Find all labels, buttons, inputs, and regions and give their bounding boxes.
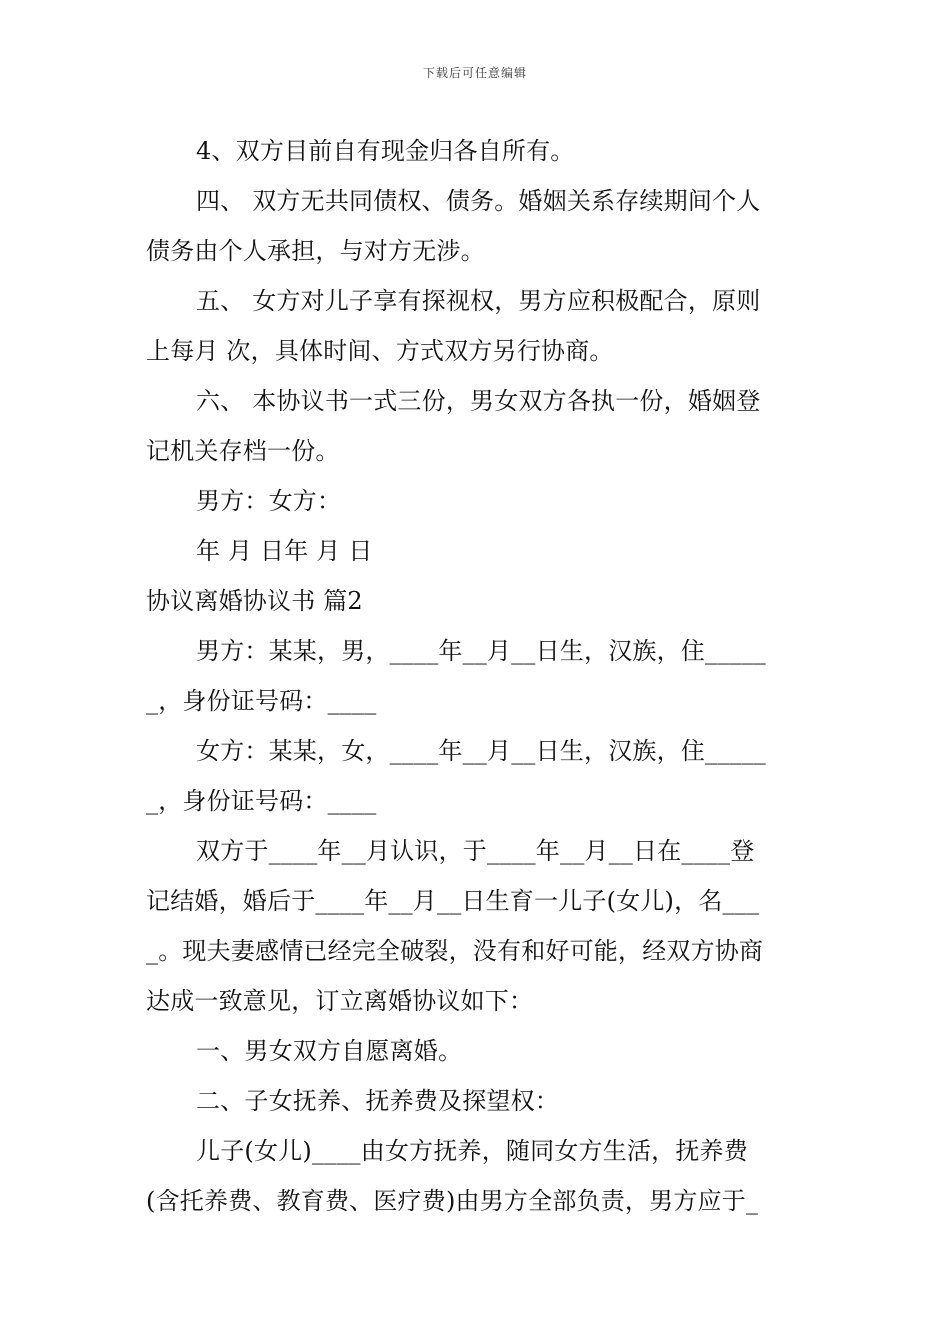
paragraph-line: 五、 女方对儿子享有探视权，男方应积极配合，原则 [196,287,761,315]
paragraph-line: _。现夫妻感情已经完全破裂，没有和好可能，经双方协商 [146,937,764,965]
paragraph-line: _，身份证号码：____ [146,787,377,815]
paragraph-line: 四、 双方无共同债权、债务。婚姻关系存续期间个人 [196,187,761,215]
paragraph-line: 达成一致意见，订立离婚协议如下： [146,987,534,1015]
date-line: 年 月 日年 月 日 [196,537,373,565]
paragraph-line: 债务由个人承担，与对方无涉。 [146,237,485,265]
signature-line: 男方：女方： [196,487,342,515]
paragraph-line: 男方：某某，男，____年__月__日生，汉族，住_____ [196,637,766,665]
paragraph-line: 儿子(女儿)____由女方抚养，随同女方生活，抚养费 [196,1137,748,1165]
paragraph-line: 女方：某某，女，____年__月__日生，汉族，住_____ [196,737,766,765]
paragraph-line: 上每月 次，具体时间、方式双方另行协商。 [146,337,614,365]
section-title: 协议离婚协议书 篇2 [146,587,363,615]
paragraph-line: 六、 本协议书一式三份，男女双方各执一份，婚姻登 [196,387,761,415]
paragraph-line: 二、子女抚养、抚养费及探望权： [196,1087,559,1115]
paragraph-line: _，身份证号码：____ [146,687,377,715]
paragraph-line: 双方于____年__月认识，于____年__月__日在____登 [196,837,755,865]
page-header: 下载后可任意编辑 [422,66,527,80]
document-body [146,126,808,1226]
paragraph-line: 记结婚，婚后于____年__月__日生育一儿子(女儿)，名___ [146,887,760,915]
paragraph-line: 4、双方目前自有现金归各自所有。 [196,137,575,165]
paragraph-line: (含托养费、教育费、医疗费)由男方全部负责，男方应于_ [146,1187,759,1215]
paragraph-line: 记机关存档一份。 [146,437,340,465]
paragraph-line: 一、男女双方自愿离婚。 [196,1037,463,1065]
